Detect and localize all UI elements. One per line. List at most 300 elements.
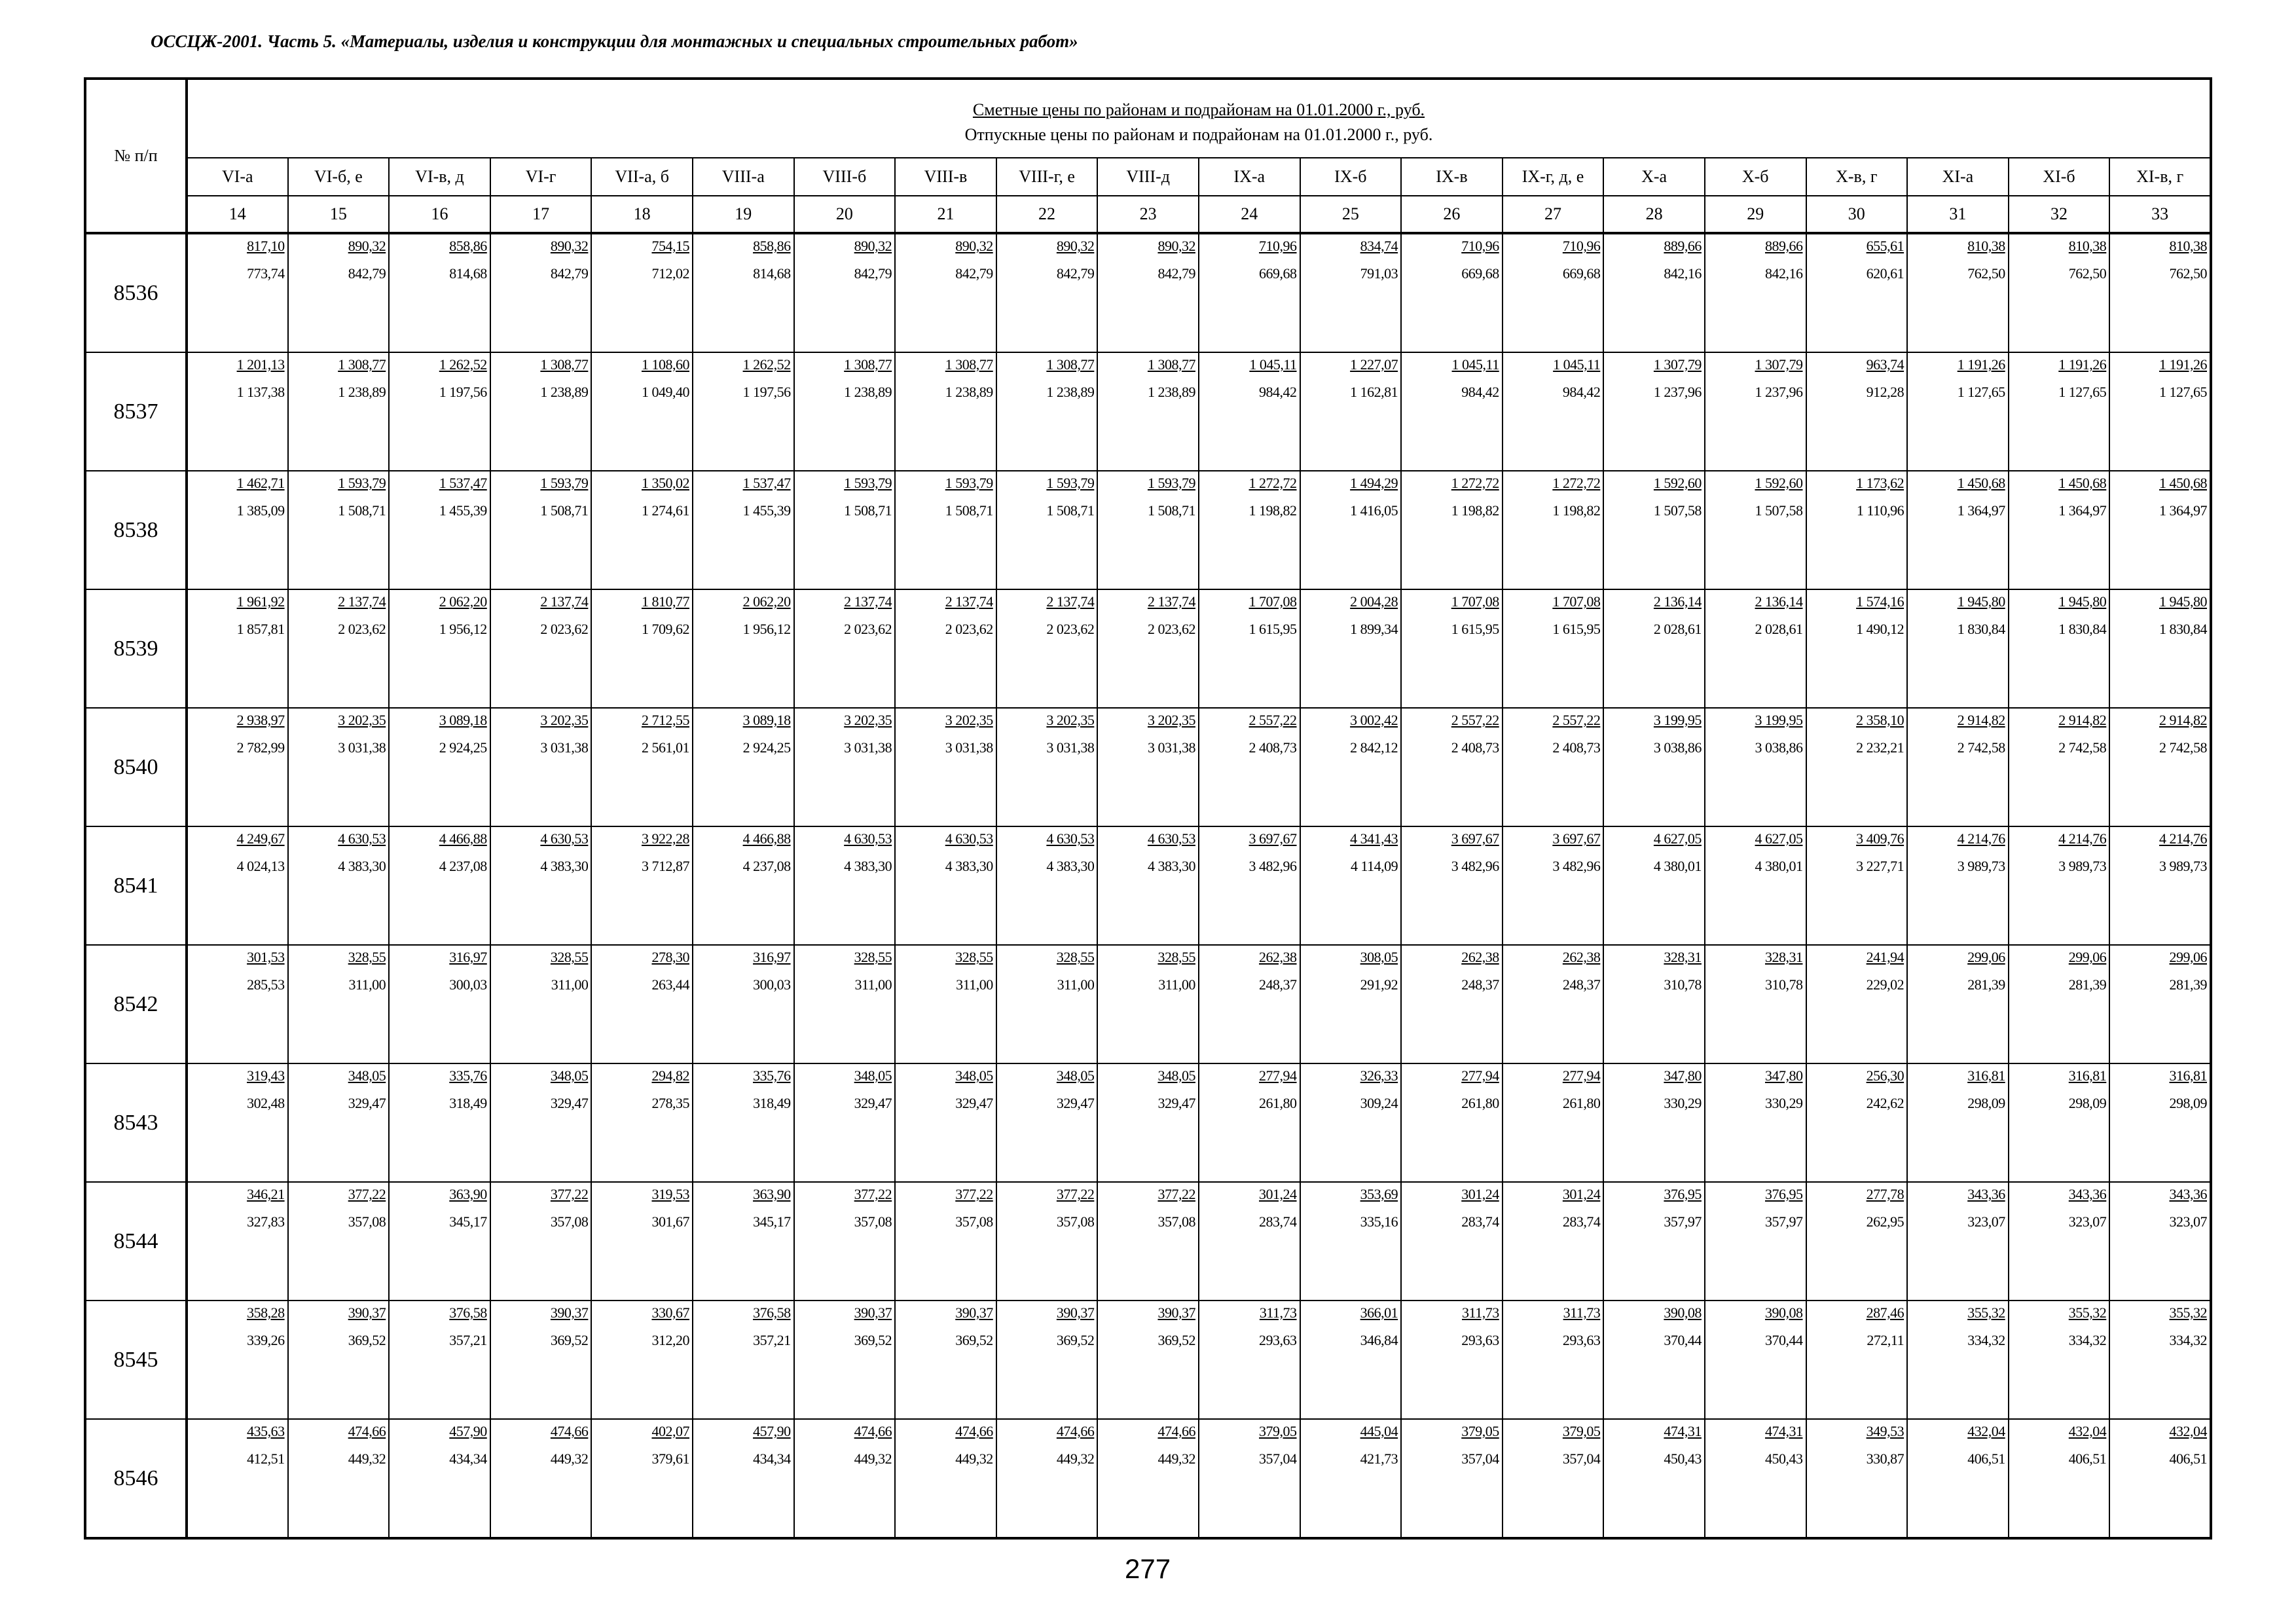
estimate-price: 432,04 bbox=[2068, 1423, 2107, 1439]
price-cell bbox=[288, 708, 390, 826]
estimate-price: 1 045,11 bbox=[1249, 356, 1297, 373]
column-number: 20 bbox=[794, 196, 896, 233]
release-price: 329,47 bbox=[1056, 1095, 1095, 1111]
estimate-price: 1 191,26 bbox=[2058, 356, 2107, 373]
estimate-price: 348,05 bbox=[1157, 1067, 1195, 1084]
release-price: 669,68 bbox=[1259, 265, 1297, 282]
price-cell bbox=[1705, 1301, 1806, 1419]
estimate-price: 2 914,82 bbox=[2058, 712, 2107, 728]
price-cell bbox=[187, 589, 288, 708]
release-price: 434,34 bbox=[753, 1450, 791, 1467]
price-cell bbox=[2009, 1301, 2110, 1419]
release-price: 1 508,71 bbox=[338, 502, 386, 519]
release-price: 281,39 bbox=[2169, 976, 2207, 993]
price-cell bbox=[996, 708, 1098, 826]
release-price: 281,39 bbox=[2068, 976, 2107, 993]
estimate-price: 390,37 bbox=[854, 1304, 892, 1321]
estimate-price: 347,80 bbox=[1765, 1067, 1803, 1084]
estimate-price: 4 630,53 bbox=[540, 830, 589, 847]
release-price: 842,79 bbox=[955, 265, 993, 282]
estimate-price: 890,32 bbox=[1157, 238, 1195, 254]
release-price: 311,00 bbox=[348, 976, 386, 993]
price-cell bbox=[996, 1301, 1098, 1419]
estimate-price: 319,43 bbox=[247, 1067, 285, 1084]
estimate-price: 379,05 bbox=[1259, 1423, 1297, 1439]
estimate-price: 432,04 bbox=[2169, 1423, 2207, 1439]
column-number: 24 bbox=[1199, 196, 1300, 233]
rownum-header: № п/п bbox=[85, 79, 187, 233]
estimate-price: 1 227,07 bbox=[1350, 356, 1398, 373]
estimate-price: 1 173,62 bbox=[1856, 475, 1904, 491]
release-price: 1 956,12 bbox=[439, 621, 487, 637]
release-price: 334,32 bbox=[2169, 1332, 2207, 1348]
release-price: 449,32 bbox=[1056, 1450, 1095, 1467]
estimate-price: 3 089,18 bbox=[439, 712, 487, 728]
column-number: 17 bbox=[490, 196, 592, 233]
estimate-price: 889,66 bbox=[1664, 238, 1702, 254]
row-number: 8545 bbox=[85, 1301, 187, 1419]
estimate-price: 376,95 bbox=[1765, 1186, 1803, 1202]
release-price: 1 238,89 bbox=[945, 384, 993, 400]
release-price: 4 237,08 bbox=[439, 858, 487, 874]
price-cell bbox=[693, 589, 794, 708]
release-price: 450,43 bbox=[1664, 1450, 1702, 1467]
release-price: 2 408,73 bbox=[1248, 739, 1297, 756]
release-price: 984,42 bbox=[1562, 384, 1601, 400]
table-row bbox=[85, 708, 2211, 826]
price-cell bbox=[1199, 233, 1300, 352]
release-price: 2 408,73 bbox=[1552, 739, 1601, 756]
estimate-price: 890,32 bbox=[1056, 238, 1095, 254]
row-number: 8540 bbox=[85, 708, 187, 826]
release-price: 1 830,84 bbox=[2159, 621, 2207, 637]
price-cell bbox=[996, 826, 1098, 945]
price-cell bbox=[1300, 1301, 1402, 1419]
price-cell bbox=[490, 1182, 592, 1301]
price-cell bbox=[288, 1301, 390, 1419]
price-cell bbox=[895, 1063, 996, 1182]
release-price: 330,29 bbox=[1765, 1095, 1803, 1111]
release-price: 762,50 bbox=[2068, 265, 2107, 282]
release-price: 330,29 bbox=[1664, 1095, 1702, 1111]
estimate-price: 4 214,76 bbox=[1957, 830, 2005, 847]
column-number: 19 bbox=[693, 196, 794, 233]
price-cell bbox=[1300, 1182, 1402, 1301]
estimate-price: 328,31 bbox=[1765, 949, 1803, 965]
release-price: 318,49 bbox=[753, 1095, 791, 1111]
caption-release-prices: Отпускные цены по районам и подрайонам на 01.01.2000 г., руб. bbox=[964, 125, 1433, 144]
price-cell bbox=[1401, 352, 1503, 471]
price-cell bbox=[1503, 352, 1604, 471]
release-price: 3 482,96 bbox=[1451, 858, 1499, 874]
price-cell bbox=[2109, 1301, 2211, 1419]
estimate-price: 1 307,79 bbox=[1653, 356, 1702, 373]
estimate-price: 1 308,77 bbox=[540, 356, 589, 373]
price-cell bbox=[490, 1301, 592, 1419]
price-cell bbox=[1806, 1182, 1908, 1301]
release-price: 4 383,30 bbox=[540, 858, 589, 874]
estimate-price: 1 945,80 bbox=[2159, 593, 2207, 610]
price-cell bbox=[1300, 589, 1402, 708]
price-cell bbox=[895, 1419, 996, 1538]
price-cell bbox=[1705, 1063, 1806, 1182]
price-cell bbox=[1705, 945, 1806, 1063]
price-cell bbox=[1806, 233, 1908, 352]
price-cell bbox=[1806, 1063, 1908, 1182]
release-price: 1 274,61 bbox=[641, 502, 689, 519]
estimate-price: 1 450,68 bbox=[2159, 475, 2207, 491]
estimate-price: 377,22 bbox=[348, 1186, 386, 1202]
estimate-price: 301,24 bbox=[1259, 1186, 1297, 1202]
estimate-price: 890,32 bbox=[955, 238, 993, 254]
estimate-price: 343,36 bbox=[1967, 1186, 2005, 1202]
estimate-price: 3 202,35 bbox=[540, 712, 589, 728]
release-price: 293,63 bbox=[1562, 1332, 1601, 1348]
release-price: 329,47 bbox=[348, 1095, 386, 1111]
price-cell bbox=[1806, 471, 1908, 589]
price-cell bbox=[1603, 352, 1705, 471]
price-cell bbox=[1097, 945, 1199, 1063]
estimate-price: 4 214,76 bbox=[2058, 830, 2107, 847]
price-cell bbox=[1806, 1301, 1908, 1419]
column-number: 29 bbox=[1705, 196, 1806, 233]
estimate-price: 2 914,82 bbox=[1957, 712, 2005, 728]
table-row bbox=[85, 1419, 2211, 1538]
price-cell bbox=[1199, 1301, 1300, 1419]
estimate-price: 379,05 bbox=[1461, 1423, 1499, 1439]
release-price: 323,07 bbox=[2068, 1213, 2107, 1230]
estimate-price: 2 062,20 bbox=[742, 593, 791, 610]
price-cell bbox=[2109, 589, 2211, 708]
estimate-price: 311,73 bbox=[1259, 1304, 1297, 1321]
price-cell bbox=[996, 233, 1098, 352]
price-cell bbox=[591, 589, 693, 708]
price-cell bbox=[794, 945, 896, 1063]
release-price: 2 924,25 bbox=[742, 739, 791, 756]
price-cell bbox=[389, 352, 490, 471]
release-price: 3 989,73 bbox=[2058, 858, 2107, 874]
price-cell bbox=[389, 708, 490, 826]
estimate-price: 348,05 bbox=[955, 1067, 993, 1084]
price-cell bbox=[693, 826, 794, 945]
estimate-price: 349,53 bbox=[1866, 1423, 1904, 1439]
estimate-price: 328,55 bbox=[854, 949, 892, 965]
price-cell bbox=[389, 471, 490, 589]
price-cell bbox=[187, 352, 288, 471]
release-price: 357,04 bbox=[1259, 1450, 1297, 1467]
release-price: 242,62 bbox=[1866, 1095, 1904, 1111]
estimate-price: 889,66 bbox=[1765, 238, 1803, 254]
table-caption bbox=[187, 79, 2211, 158]
estimate-price: 474,66 bbox=[348, 1423, 386, 1439]
estimate-price: 343,36 bbox=[2068, 1186, 2107, 1202]
release-price: 262,95 bbox=[1866, 1213, 1904, 1230]
price-cell bbox=[794, 708, 896, 826]
estimate-price: 366,01 bbox=[1360, 1304, 1398, 1321]
release-price: 298,09 bbox=[1967, 1095, 2005, 1111]
table-row bbox=[85, 945, 2211, 1063]
estimate-price: 363,90 bbox=[449, 1186, 487, 1202]
release-price: 346,84 bbox=[1360, 1332, 1398, 1348]
region-column-header: XI-в, г bbox=[2109, 158, 2211, 196]
estimate-price: 346,21 bbox=[247, 1186, 285, 1202]
estimate-price: 1 450,68 bbox=[1957, 475, 2005, 491]
caption-row bbox=[85, 79, 2211, 158]
release-price: 449,32 bbox=[550, 1450, 589, 1467]
release-price: 2 561,01 bbox=[641, 739, 689, 756]
price-cell bbox=[1806, 945, 1908, 1063]
estimate-price: 2 914,82 bbox=[2159, 712, 2207, 728]
release-price: 2 023,62 bbox=[540, 621, 589, 637]
row-number: 8542 bbox=[85, 945, 187, 1063]
release-price: 4 237,08 bbox=[742, 858, 791, 874]
price-cell bbox=[1503, 1419, 1604, 1538]
estimate-price: 294,82 bbox=[651, 1067, 689, 1084]
price-cell bbox=[1806, 826, 1908, 945]
price-cell bbox=[1097, 233, 1199, 352]
price-cell bbox=[288, 589, 390, 708]
release-price: 669,68 bbox=[1461, 265, 1499, 282]
release-price: 3 031,38 bbox=[1046, 739, 1095, 756]
estimate-price: 277,78 bbox=[1866, 1186, 1904, 1202]
price-cell bbox=[288, 945, 390, 1063]
price-cell bbox=[2109, 945, 2211, 1063]
price-cell bbox=[1401, 233, 1503, 352]
estimate-price: 2 557,22 bbox=[1248, 712, 1297, 728]
release-price: 2 924,25 bbox=[439, 739, 487, 756]
estimate-price: 432,04 bbox=[1967, 1423, 2005, 1439]
price-cell bbox=[1705, 352, 1806, 471]
price-cell bbox=[1705, 589, 1806, 708]
release-price: 339,26 bbox=[247, 1332, 285, 1348]
release-price: 311,00 bbox=[854, 976, 892, 993]
release-price: 3 031,38 bbox=[1147, 739, 1195, 756]
estimate-price: 277,94 bbox=[1461, 1067, 1499, 1084]
release-price: 345,17 bbox=[753, 1213, 791, 1230]
estimate-price: 308,05 bbox=[1360, 949, 1398, 965]
price-cell bbox=[794, 1063, 896, 1182]
release-price: 2 028,61 bbox=[1653, 621, 1702, 637]
price-cell bbox=[2009, 352, 2110, 471]
price-cell bbox=[2009, 945, 2110, 1063]
release-price: 311,00 bbox=[1158, 976, 1195, 993]
price-cell bbox=[288, 471, 390, 589]
estimate-price: 2 557,22 bbox=[1552, 712, 1601, 728]
price-cell bbox=[389, 233, 490, 352]
release-price: 357,08 bbox=[955, 1213, 993, 1230]
release-price: 1 238,89 bbox=[844, 384, 892, 400]
price-cell bbox=[288, 352, 390, 471]
price-cell bbox=[1097, 1063, 1199, 1182]
release-price: 1 127,65 bbox=[1957, 384, 2005, 400]
estimate-price: 1 462,71 bbox=[236, 475, 285, 491]
estimate-price: 3 697,67 bbox=[1248, 830, 1297, 847]
release-price: 2 408,73 bbox=[1451, 739, 1499, 756]
price-cell bbox=[1199, 1182, 1300, 1301]
price-cell bbox=[1300, 708, 1402, 826]
price-cell bbox=[1503, 471, 1604, 589]
release-price: 329,47 bbox=[550, 1095, 589, 1111]
row-number: 8536 bbox=[85, 233, 187, 352]
price-cell bbox=[693, 945, 794, 1063]
estimate-price: 1 308,77 bbox=[338, 356, 386, 373]
estimate-price: 379,05 bbox=[1562, 1423, 1601, 1439]
release-price: 1 830,84 bbox=[2058, 621, 2107, 637]
estimate-price: 1 191,26 bbox=[2159, 356, 2207, 373]
estimate-price: 262,38 bbox=[1461, 949, 1499, 965]
release-price: 762,50 bbox=[1967, 265, 2005, 282]
estimate-price: 390,08 bbox=[1664, 1304, 1702, 1321]
release-price: 283,74 bbox=[1259, 1213, 1297, 1230]
estimate-price: 3 202,35 bbox=[1147, 712, 1195, 728]
release-price: 1 416,05 bbox=[1350, 502, 1398, 519]
price-cell bbox=[1401, 471, 1503, 589]
estimate-price: 834,74 bbox=[1360, 238, 1398, 254]
release-price: 3 227,71 bbox=[1856, 858, 1904, 874]
release-price: 330,87 bbox=[1866, 1450, 1904, 1467]
price-cell bbox=[1300, 826, 1402, 945]
price-cell bbox=[2009, 471, 2110, 589]
release-price: 406,51 bbox=[2169, 1450, 2207, 1467]
estimate-price: 2 137,74 bbox=[844, 593, 892, 610]
release-price: 1 508,71 bbox=[1046, 502, 1095, 519]
estimate-price: 256,30 bbox=[1866, 1067, 1904, 1084]
price-cell bbox=[1503, 1063, 1604, 1182]
estimate-price: 328,55 bbox=[955, 949, 993, 965]
price-cell bbox=[794, 826, 896, 945]
release-price: 1 137,38 bbox=[236, 384, 285, 400]
price-cell bbox=[2009, 826, 2110, 945]
estimate-price: 474,66 bbox=[955, 1423, 993, 1439]
estimate-price: 474,31 bbox=[1765, 1423, 1803, 1439]
column-number: 32 bbox=[2009, 196, 2110, 233]
release-price: 370,44 bbox=[1765, 1332, 1803, 1348]
release-price: 334,32 bbox=[1967, 1332, 2005, 1348]
price-cell bbox=[1603, 1182, 1705, 1301]
release-price: 248,37 bbox=[1461, 976, 1499, 993]
region-column-header: IX-б bbox=[1300, 158, 1402, 196]
estimate-price: 890,32 bbox=[348, 238, 386, 254]
estimate-price: 4 466,88 bbox=[742, 830, 791, 847]
estimate-price: 4 627,05 bbox=[1653, 830, 1702, 847]
release-price: 1 455,39 bbox=[742, 502, 791, 519]
price-cell bbox=[2009, 1182, 2110, 1301]
price-cell bbox=[1705, 1419, 1806, 1538]
estimate-price: 3 202,35 bbox=[338, 712, 386, 728]
release-price: 3 989,73 bbox=[2159, 858, 2207, 874]
region-column-header: VII-а, б bbox=[591, 158, 693, 196]
release-price: 449,32 bbox=[955, 1450, 993, 1467]
release-price: 1 507,58 bbox=[1755, 502, 1803, 519]
estimate-price: 3 202,35 bbox=[945, 712, 993, 728]
price-cell bbox=[2109, 1419, 2211, 1538]
estimate-price: 474,31 bbox=[1664, 1423, 1702, 1439]
region-column-header: VI-а bbox=[187, 158, 288, 196]
release-price: 291,92 bbox=[1360, 976, 1398, 993]
table-row bbox=[85, 471, 2211, 589]
release-price: 1 198,82 bbox=[1451, 502, 1499, 519]
estimate-price: 1 945,80 bbox=[2058, 593, 2107, 610]
price-cell bbox=[1300, 1419, 1402, 1538]
price-cell bbox=[1907, 1419, 2009, 1538]
price-cell bbox=[1097, 708, 1199, 826]
price-cell bbox=[895, 471, 996, 589]
caption-estimate-prices: Сметные цены по районам и подрайонам на 01.01.2000 г., руб. bbox=[972, 100, 1425, 119]
estimate-price: 316,97 bbox=[753, 949, 791, 965]
release-price: 301,67 bbox=[651, 1213, 689, 1230]
estimate-price: 299,06 bbox=[2068, 949, 2107, 965]
estimate-price: 390,37 bbox=[955, 1304, 993, 1321]
release-price: 2 782,99 bbox=[236, 739, 285, 756]
price-cell bbox=[1907, 826, 2009, 945]
price-cell bbox=[1603, 1419, 1705, 1538]
price-cell bbox=[1907, 708, 2009, 826]
table-row bbox=[85, 1301, 2211, 1419]
price-cell bbox=[1097, 1301, 1199, 1419]
release-price: 1 508,71 bbox=[945, 502, 993, 519]
price-cell bbox=[1097, 1419, 1199, 1538]
price-cell bbox=[2109, 1182, 2211, 1301]
price-cell bbox=[591, 471, 693, 589]
region-column-header: IX-а bbox=[1199, 158, 1300, 196]
price-cell bbox=[794, 1419, 896, 1538]
region-column-header: VIII-г, е bbox=[996, 158, 1098, 196]
estimate-price: 355,32 bbox=[2068, 1304, 2107, 1321]
estimate-price: 1 707,08 bbox=[1451, 593, 1499, 610]
price-cell bbox=[2009, 1419, 2110, 1538]
estimate-price: 1 272,72 bbox=[1451, 475, 1499, 491]
price-cell bbox=[1401, 1063, 1503, 1182]
price-cell bbox=[895, 708, 996, 826]
release-price: 3 031,38 bbox=[945, 739, 993, 756]
price-cell bbox=[2109, 471, 2211, 589]
release-price: 323,07 bbox=[2169, 1213, 2207, 1230]
release-price: 293,63 bbox=[1259, 1332, 1297, 1348]
price-cell bbox=[1907, 1063, 2009, 1182]
price-cell bbox=[591, 826, 693, 945]
release-price: 912,28 bbox=[1866, 384, 1904, 400]
price-cell bbox=[1907, 352, 2009, 471]
region-header-row bbox=[85, 158, 2211, 196]
price-cell bbox=[895, 352, 996, 471]
release-price: 2 023,62 bbox=[338, 621, 386, 637]
price-cell bbox=[1300, 945, 1402, 1063]
estimate-price: 3 697,67 bbox=[1552, 830, 1601, 847]
release-price: 620,61 bbox=[1866, 265, 1904, 282]
price-cell bbox=[1603, 233, 1705, 352]
release-price: 1 508,71 bbox=[844, 502, 892, 519]
estimate-price: 2 358,10 bbox=[1856, 712, 1904, 728]
estimate-price: 348,05 bbox=[550, 1067, 589, 1084]
price-cell bbox=[1603, 471, 1705, 589]
estimate-price: 241,94 bbox=[1866, 949, 1904, 965]
price-cell bbox=[895, 1182, 996, 1301]
estimate-price: 377,22 bbox=[854, 1186, 892, 1202]
price-cell bbox=[1401, 1182, 1503, 1301]
estimate-price: 316,81 bbox=[2169, 1067, 2207, 1084]
release-price: 369,52 bbox=[854, 1332, 892, 1348]
price-cell bbox=[1300, 352, 1402, 471]
release-price: 773,74 bbox=[247, 265, 285, 282]
price-cell bbox=[693, 471, 794, 589]
estimate-price: 1 593,79 bbox=[844, 475, 892, 491]
estimate-price: 858,86 bbox=[753, 238, 791, 254]
estimate-price: 810,38 bbox=[2169, 238, 2207, 254]
release-price: 369,52 bbox=[550, 1332, 589, 1348]
release-price: 248,37 bbox=[1562, 976, 1601, 993]
estimate-price: 4 630,53 bbox=[1147, 830, 1195, 847]
release-price: 1 830,84 bbox=[1957, 621, 2005, 637]
